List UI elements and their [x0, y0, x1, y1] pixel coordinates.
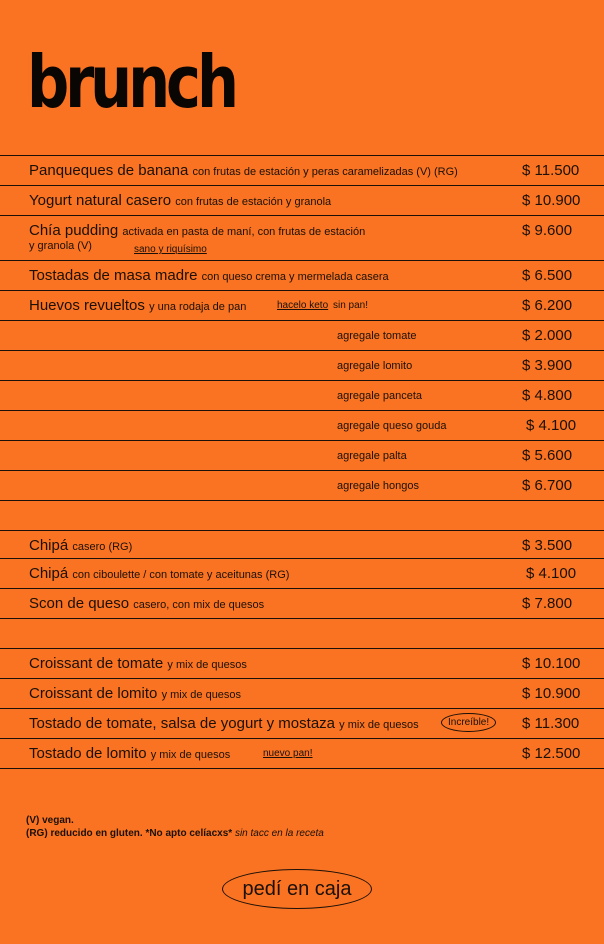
highlight-badge: Increíble!	[441, 713, 496, 732]
item-tag: nuevo pan!	[263, 748, 313, 759]
item-name: Tostado de lomito	[29, 745, 147, 762]
item-tag: sano y riquísimo	[134, 244, 207, 255]
item-desc: y mix de quesos	[339, 719, 419, 731]
addon-price: $ 5.600	[522, 447, 573, 464]
item-desc: casero (RG)	[72, 541, 133, 553]
menu-item	[0, 531, 604, 559]
addon-label: agregale lomito	[337, 360, 413, 372]
item-name: Tostado de tomate, salsa de yogurt y mostaza	[29, 715, 335, 732]
note-gluten: (RG) reducido en gluten. *No apto celíacxs*	[26, 828, 233, 839]
item-tag: hacelo keto	[277, 300, 329, 311]
item-desc: con queso crema y mermelada casera	[201, 271, 389, 283]
item-desc: con frutas de estación y peras caramelizadas (V) (RG)	[192, 166, 458, 178]
note-gluten-italic: sin tacc en la receta	[234, 828, 324, 839]
item-name: Croissant de tomate	[29, 655, 164, 672]
menu-item	[0, 649, 604, 679]
menu-list	[0, 155, 604, 769]
item-price: $ 12.500	[522, 745, 581, 762]
item-price: $ 6.200	[522, 297, 573, 314]
item-name: Croissant de lomito	[29, 685, 158, 702]
item-desc: y una rodaja de pan	[149, 301, 247, 313]
menu-item	[0, 589, 604, 619]
item-tag-suffix: sin pan!	[333, 300, 369, 311]
item-desc-line2: y granola (V)	[29, 240, 92, 252]
item-desc: con frutas de estación y granola	[175, 196, 332, 208]
item-desc: y mix de quesos	[150, 749, 231, 761]
addon-price: $ 4.100	[526, 417, 577, 434]
item-desc: y mix de quesos	[161, 689, 242, 701]
item-name: Tostadas de masa madre	[29, 267, 198, 284]
item-price: $ 7.800	[522, 595, 573, 612]
menu-item	[0, 679, 604, 709]
menu-item	[0, 216, 604, 261]
spacer-row	[0, 501, 604, 531]
page-title: brunch	[27, 40, 235, 124]
menu-item	[0, 156, 604, 186]
item-name: Chipá	[29, 565, 69, 582]
item-price: $ 3.500	[522, 537, 573, 554]
addon-row	[0, 471, 604, 501]
addon-label: agregale palta	[337, 450, 407, 462]
item-desc: casero, con mix de quesos	[133, 599, 265, 611]
item-desc: con ciboulette / con tomate y aceitunas (RG)	[72, 569, 290, 581]
addon-label: agregale tomate	[337, 330, 417, 342]
item-price: $ 4.100	[526, 565, 577, 582]
menu-item	[0, 291, 604, 321]
item-name: Chía pudding	[29, 222, 119, 239]
addon-row	[0, 441, 604, 471]
item-price: $ 11.300	[522, 715, 580, 732]
item-price: $ 10.900	[522, 192, 581, 209]
item-price: $ 9.600	[522, 222, 573, 239]
addon-label: agregale panceta	[337, 390, 423, 402]
menu-item	[0, 261, 604, 291]
addon-label: agregale hongos	[337, 480, 419, 492]
item-desc: activada en pasta de maní, con frutas de estación	[122, 226, 366, 238]
item-desc: y mix de quesos	[167, 659, 247, 671]
item-name: Panqueques de banana	[29, 162, 189, 179]
menu-item	[0, 559, 604, 589]
item-name: Yogurt natural casero	[29, 192, 172, 209]
addon-row	[0, 381, 604, 411]
addon-row	[0, 351, 604, 381]
addon-price: $ 3.900	[522, 357, 573, 374]
addon-row	[0, 321, 604, 351]
menu-item	[0, 739, 604, 769]
addon-row	[0, 411, 604, 441]
item-name: Huevos revueltos	[29, 297, 145, 314]
item-price: $ 6.500	[522, 267, 573, 284]
item-name: Scon de queso	[29, 595, 130, 612]
addon-price: $ 4.800	[522, 387, 573, 404]
addon-label: agregale queso gouda	[337, 420, 447, 432]
addon-price: $ 6.700	[522, 477, 573, 494]
menu-item	[0, 186, 604, 216]
footnotes	[26, 814, 324, 840]
order-at-counter-button[interactable]: pedí en caja	[222, 869, 372, 909]
item-price: $ 11.500	[522, 162, 580, 179]
item-price: $ 10.900	[522, 685, 581, 702]
item-price: $ 10.100	[522, 655, 581, 672]
addon-price: $ 2.000	[522, 327, 573, 344]
spacer-row	[0, 619, 604, 649]
item-name: Chipá	[29, 537, 69, 554]
menu-item	[0, 709, 604, 739]
note-vegan: (V) vegan.	[26, 815, 74, 826]
